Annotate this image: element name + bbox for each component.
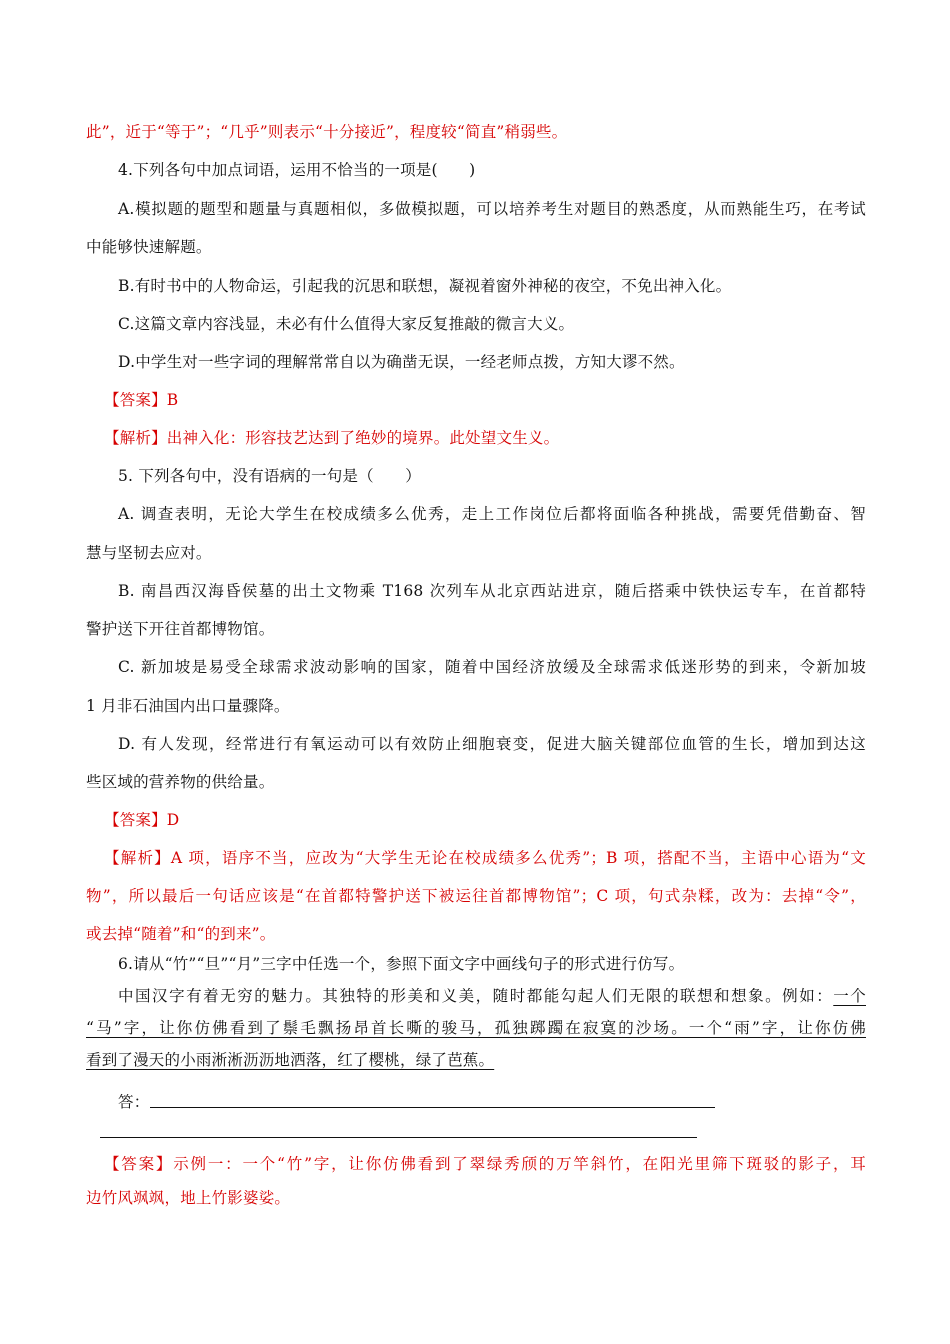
- q6-answer-cont: 边竹风飒飒，地上竹影婆娑。: [86, 1189, 291, 1207]
- q5-option-a-cont: 慧与坚韧去应对。: [86, 544, 212, 562]
- q6-stem: 6.请从“竹”“旦”“月”三字中任选一个，参照下面文字中画线句子的形式进行仿写。: [118, 955, 685, 973]
- q4-answer: 【答案】B: [104, 391, 179, 409]
- q5-option-b: B. 南昌西汉海昏侯墓的出土文物乘 T168 次列车从北京西站进京，随后搭乘中铁快运专车，在首都特: [118, 582, 866, 600]
- q5-analysis: 【解析】A 项，语序不当，应改为“大学生无论在校成绩多么优秀”；B 项，搭配不当，主语中心语为“文: [104, 849, 866, 867]
- q6-passage-line-1: [118, 986, 866, 1006]
- q4-analysis: 【解析】出神入化：形容技艺达到了绝妙的境界。此处望文生义。: [104, 429, 560, 447]
- q5-answer: 【答案】D: [104, 811, 180, 829]
- q5-analysis-cont: 物”，所以最后一句话应该是“在首都特警护送下被运往首都博物馆”；C 项，句式杂糅，改为：去掉“令”，: [86, 887, 866, 905]
- q5-option-c-cont: 1 月非石油国内出口量骤降。: [86, 697, 290, 715]
- q5-analysis-cont2: 或去掉“随着”和“的到来”。: [86, 925, 276, 943]
- q3-analysis-tail: 此”，近于“等于”；“几乎”则表示“十分接近”，程度较“简直”稍弱些。: [86, 123, 568, 141]
- q4-option-a: A.模拟题的题型和题量与真题相似，多做模拟题，可以培养考生对题目的熟悉度，从而熟能生巧，在考试: [118, 200, 866, 218]
- q6-answer: 【答案】示例一：一个“竹”字，让你仿佛看到了翠绿秀颀的万竿斜竹，在阳光里筛下斑驳的影子，耳: [104, 1155, 866, 1173]
- q6-passage-text: 中国汉字有着无穷的魅力。其独特的形美和义美，随时都能勾起人们无限的联想和想象。例如：: [118, 987, 834, 1005]
- answer-blank-line-1[interactable]: [150, 1107, 715, 1108]
- q4-stem: 4.下列各句中加点词语，运用不恰当的一项是( ): [118, 161, 476, 179]
- q6-underlined-sentence: 一个: [833, 987, 866, 1005]
- answer-blank-line-2[interactable]: [100, 1137, 697, 1138]
- q4-option-c: C.这篇文章内容浅显，未必有什么值得大家反复推敲的微言大义。: [118, 315, 575, 333]
- q6-underlined-sentence-end: 看到了漫天的小雨淅淅沥沥地洒落，红了樱桃，绿了芭蕉。: [86, 1051, 495, 1069]
- q4-option-a-cont: 中能够快速解题。: [86, 238, 212, 256]
- q5-option-d-cont: 些区域的营养物的供给量。: [86, 773, 275, 791]
- q6-answer-label: 答：: [118, 1093, 150, 1111]
- q5-option-b-cont: 警护送下开往首都博物馆。: [86, 620, 275, 638]
- q5-stem: 5. 下列各句中，没有语病的一句是（ ）: [118, 467, 421, 485]
- q5-option-c: C. 新加坡是易受全球需求波动影响的国家，随着中国经济放缓及全球需求低迷形势的到来，令新加坡: [118, 658, 866, 676]
- q4-option-d: D.中学生对一些字词的理解常常自以为确凿无误，一经老师点拨，方知大谬不然。: [118, 353, 685, 371]
- q5-option-d: D. 有人发现，经常进行有氧运动可以有效防止细胞衰变，促进大脑关键部位血管的生长，增加到达这: [118, 735, 866, 753]
- q6-underlined-sentence-cont: “马”字，让你仿佛看到了鬃毛飘扬昂首长嘶的骏马，孤独踯躅在寂寞的沙场。一个“雨”字，让你仿佛: [86, 1019, 866, 1037]
- q4-option-b: B.有时书中的人物命运，引起我的沉思和联想，凝视着窗外神秘的夜空，不免出神入化。: [118, 277, 732, 295]
- q5-option-a: A. 调查表明，无论大学生在校成绩多么优秀，走上工作岗位后都将面临各种挑战，需要凭借勤奋、智: [118, 505, 866, 523]
